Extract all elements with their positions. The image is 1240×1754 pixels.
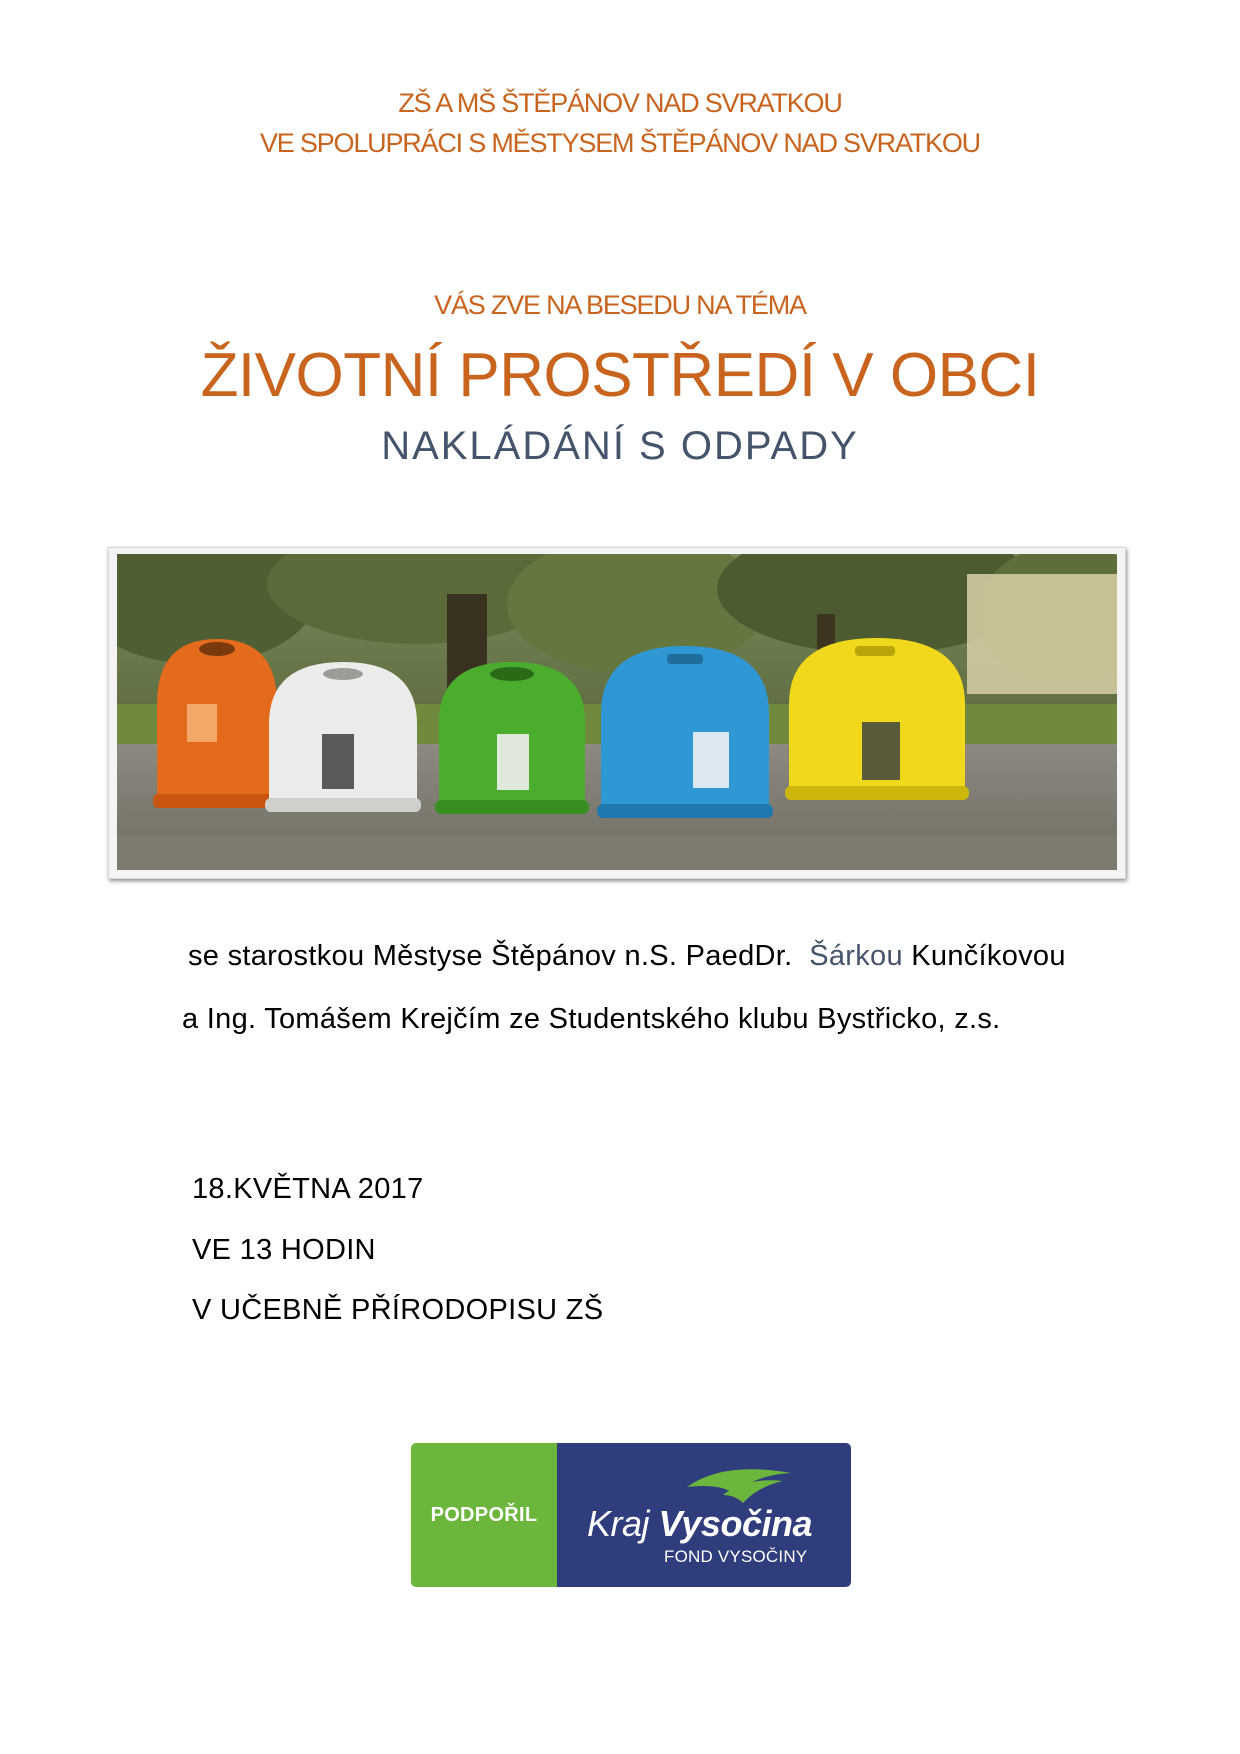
event-time: VE 13 HODIN [192, 1234, 376, 1266]
blue-container [597, 646, 773, 818]
sponsor-name-vysocina: Vysočina [658, 1503, 812, 1544]
recycling-containers-photo [108, 547, 1126, 879]
photo-illustration [117, 554, 1117, 870]
sponsor-fund: FOND VYSOČINY [664, 1547, 808, 1566]
white-container [265, 662, 421, 812]
event-title: ŽIVOTNÍ PROSTŘEDÍ V OBCI [200, 341, 1040, 410]
yellow-container [785, 638, 969, 800]
vysocina-swoosh-icon [683, 1465, 795, 1505]
sponsor-name [587, 1503, 812, 1545]
green-container [435, 662, 589, 814]
guest-line-2: a Ing. Tomášem Krejčím ze Studentského klubu Bystřicko, z.s. [182, 1003, 1001, 1035]
event-subtitle: NAKLÁDÁNÍ S ODPADY [381, 424, 859, 468]
organizer-line-1: ZŠ A MŠ ŠTĚPÁNOV NAD SVRATKOU [398, 88, 842, 118]
orange-container [153, 639, 281, 808]
invite-text: VÁS ZVE NA BESEDU NA TÉMA [434, 290, 806, 320]
guest-line-1 [188, 940, 1066, 973]
guest-line-1-prefix: se starostkou Městyse Štěpánov n.S. PaedDr. [188, 940, 793, 972]
event-date: 18.KVĚTNA 2017 [192, 1173, 424, 1205]
kraj-vysocina-logo [557, 1443, 851, 1587]
guest-line-1-suffix: Kunčíkovou [911, 940, 1066, 972]
sponsor-logo [411, 1443, 851, 1587]
guest-highlight-name: Šárkou [809, 940, 903, 972]
event-place: V UČEBNĚ PŘÍRODOPISU ZŠ [192, 1294, 604, 1326]
organizer-line-2: VE SPOLUPRÁCI S MĚSTYSEM ŠTĚPÁNOV NAD SVRATKOU [260, 128, 980, 158]
sponsor-name-kraj: Kraj [587, 1503, 650, 1544]
sponsor-label: PODPOŘIL [411, 1443, 557, 1587]
